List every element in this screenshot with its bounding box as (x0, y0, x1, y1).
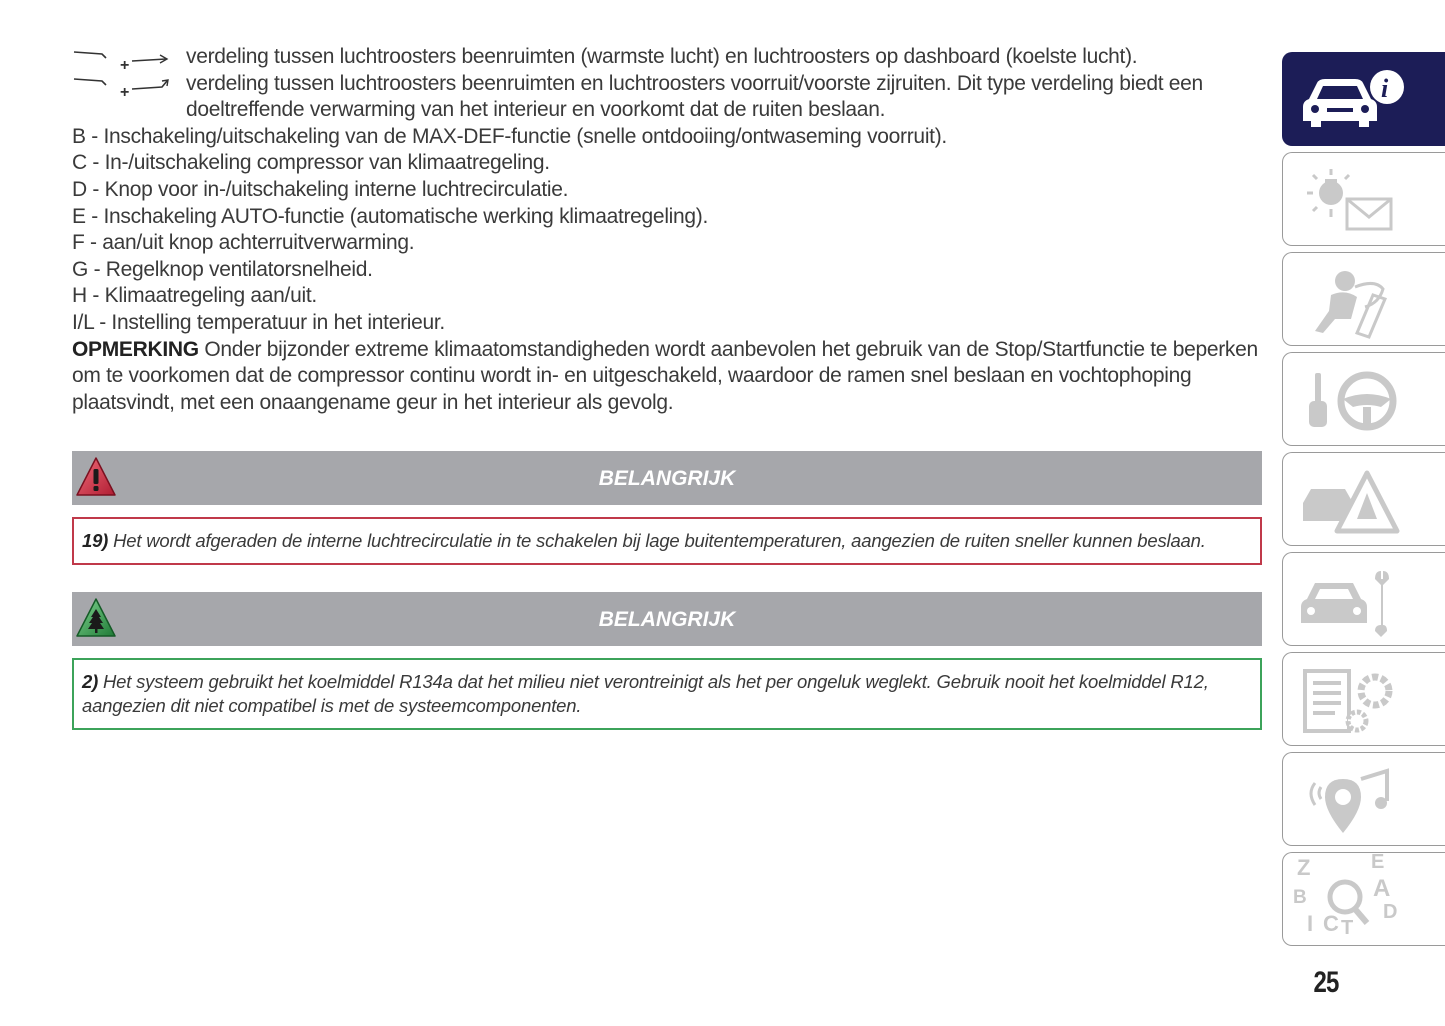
tab-multimedia[interactable] (1282, 752, 1445, 846)
index-letter: B (1293, 887, 1307, 908)
index-letter: I (1307, 911, 1314, 936)
index-letter: Z (1297, 855, 1311, 880)
list-item: D - Knop voor in-/uitschakeling interne luchtrecirculatie. (72, 177, 569, 201)
emergency-icon (1295, 459, 1405, 541)
warning-number: 2) (82, 671, 99, 692)
warning-number: 19) (82, 530, 109, 551)
tab-index[interactable] (1282, 852, 1445, 946)
svg-text:i: i (1381, 74, 1389, 103)
index-letter: C (1323, 911, 1339, 936)
list-item: F - aan/uit knop achterruitverwarming. (72, 231, 415, 255)
note-label: OPMERKING (72, 337, 199, 361)
distribution-row (72, 44, 1262, 71)
distribution-text: verdeling tussen luchtroosters beenruimten en luchtroosters voorruit/voorste zijruiten. Dit type verdeling biedt een doeltreffende verwarming van het interieur en voorkomt dat de ruiten beslaan. (186, 71, 1203, 122)
multimedia-icon (1295, 759, 1405, 841)
distribution-row (72, 71, 1262, 124)
warning-box (72, 517, 1262, 565)
warning-title: BELANGRIJK (598, 467, 736, 490)
index-letter: A (1373, 875, 1391, 902)
car-info-icon (1295, 59, 1405, 141)
tab-warning-lights[interactable] (1282, 152, 1445, 246)
warning-header (72, 592, 1262, 646)
svg-text:+: + (120, 57, 130, 72)
airflow-feet-dashboard-icon (72, 48, 172, 72)
main-content (72, 44, 1262, 416)
warning-text: Het systeem gebruikt het koelmiddel R134a dat het milieu niet verontreinigt als het per ongeluk weglekt. Gebruik nooit het koelmiddel R12, aangezien dit niet compatibel is met de systeemcomponenten. (82, 671, 1209, 716)
tab-technical-data[interactable] (1282, 652, 1445, 746)
airflow-feet-windscreen-icon (72, 75, 172, 99)
warning-lights-icon (1295, 159, 1405, 241)
warning-box (72, 658, 1262, 730)
list-item: H - Klimaatregeling aan/uit. (72, 284, 317, 308)
list-item: E - Inschakeling AUTO-functie (automatische werking klimaatregeling). (72, 204, 709, 228)
svg-text:+: + (120, 83, 130, 99)
warning-title: BELANGRIJK (598, 608, 736, 631)
index-letter: D (1383, 901, 1398, 923)
list-item: I/L - Instelling temperatuur in het interieur. (72, 310, 445, 334)
tab-car-info[interactable] (1282, 52, 1445, 146)
distribution-text: verdeling tussen luchtroosters beenruimten (warmste lucht) en luchtroosters op dashboard (koelste lucht). (186, 45, 1138, 68)
page-number: 25 (1313, 966, 1339, 999)
tab-starting-driving[interactable] (1282, 352, 1445, 446)
tab-emergency[interactable] (1282, 452, 1445, 546)
list-item: C - In-/uitschakeling compressor van klimaatregeling. (72, 151, 550, 175)
list-item: B - Inschakeling/uitschakeling van de MAX-DEF-functie (snelle ontdooiing/ontwaseming voorruit). (72, 124, 947, 148)
safety-airbag-icon (1295, 259, 1405, 341)
warning-header (72, 451, 1262, 505)
index-letter: T (1341, 917, 1354, 939)
list-item: G - Regelknop ventilatorsnelheid. (72, 257, 373, 281)
note-text: Onder bijzonder extreme klimaatomstandigheden wordt aanbevolen het gebruik van de Stop/Startfunctie te beperken om te voorkomen dat de compressor continu wordt in- en uitgeschakeld, waardoor de ramen snel beslaan en vochtophoping plaatsvindt, met een onaangename geur in het interieur als gevolg. (72, 337, 1258, 414)
starting-driving-icon (1295, 359, 1405, 441)
tab-safety[interactable] (1282, 252, 1445, 346)
tab-maintenance[interactable] (1282, 552, 1445, 646)
note-paragraph (72, 337, 1262, 417)
index-letter: E (1371, 851, 1385, 873)
warning-text: Het wordt afgeraden de interne luchtrecirculatie in te schakelen bij lage buitentemperaturen, aangezien de ruiten sneller kunnen beslaan. (108, 530, 1206, 551)
maintenance-icon (1295, 559, 1405, 641)
technical-data-icon (1295, 659, 1405, 741)
